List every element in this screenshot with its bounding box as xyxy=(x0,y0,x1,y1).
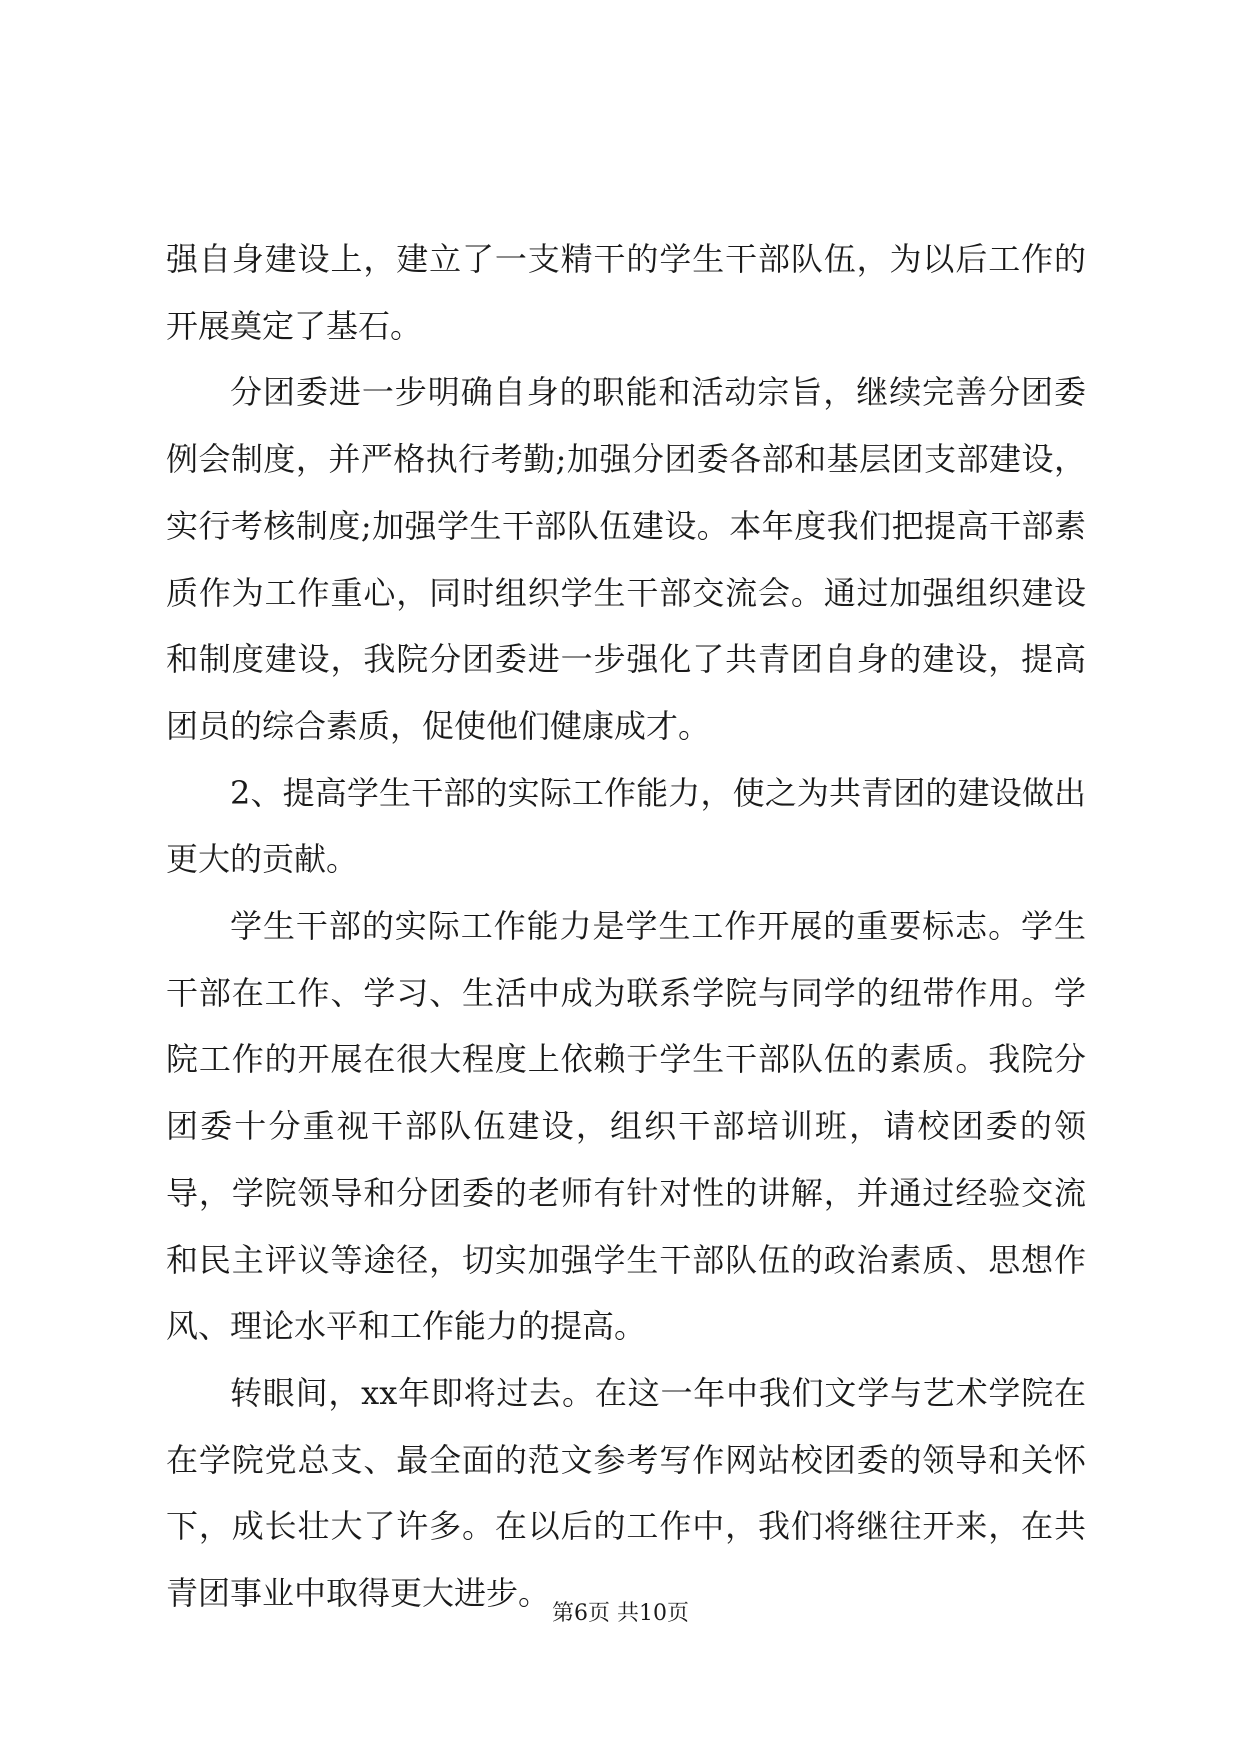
document-body xyxy=(166,226,1086,1627)
page-number-footer: 第6页 共10页 xyxy=(552,1601,689,1626)
paragraph-1: 强自身建设上，建立了一支精干的学生干部队伍，为以后工作的开展奠定了基石。 xyxy=(166,240,1086,345)
paragraph-5: 转眼间，xx年即将过去。在这一年中我们文学与艺术学院在在学院党总支、最全面的范文参考写作网站校团委的领导和关怀下，成长壮大了许多。在以后的工作中，我们将继往开来，在共青团事业中取得更大进步。 xyxy=(166,1373,1086,1613)
paragraph-2: 分团委进一步明确自身的职能和活动宗旨，继续完善分团委例会制度，并严格执行考勤;加强分团委各部和基层团支部建设，实行考核制度;加强学生干部队伍建设。本年度我们把提高干部素质作为工作重心，同时组织学生干部交流会。通过加强组织建设和制度建设，我院分团委进一步强化了共青团自身的建设，提高团员的综合素质，促使他们健康成才。 xyxy=(166,373,1086,745)
paragraph-4: 学生干部的实际工作能力是学生工作开展的重要标志。学生干部在工作、学习、生活中成为联系学院与同学的纽带作用。学院工作的开展在很大程度上依赖于学生干部队伍的素质。我院分团委十分重视干部队伍建设，组织干部培训班，请校团委的领导，学院领导和分团委的老师有针对性的讲解，并通过经验交流和民主评议等途径，切实加强学生干部队伍的政治素质、思想作风、理论水平和工作能力的提高。 xyxy=(166,907,1086,1346)
paragraph-3: 2、提高学生干部的实际工作能力，使之为共青团的建设做出更大的贡献。 xyxy=(166,773,1086,879)
